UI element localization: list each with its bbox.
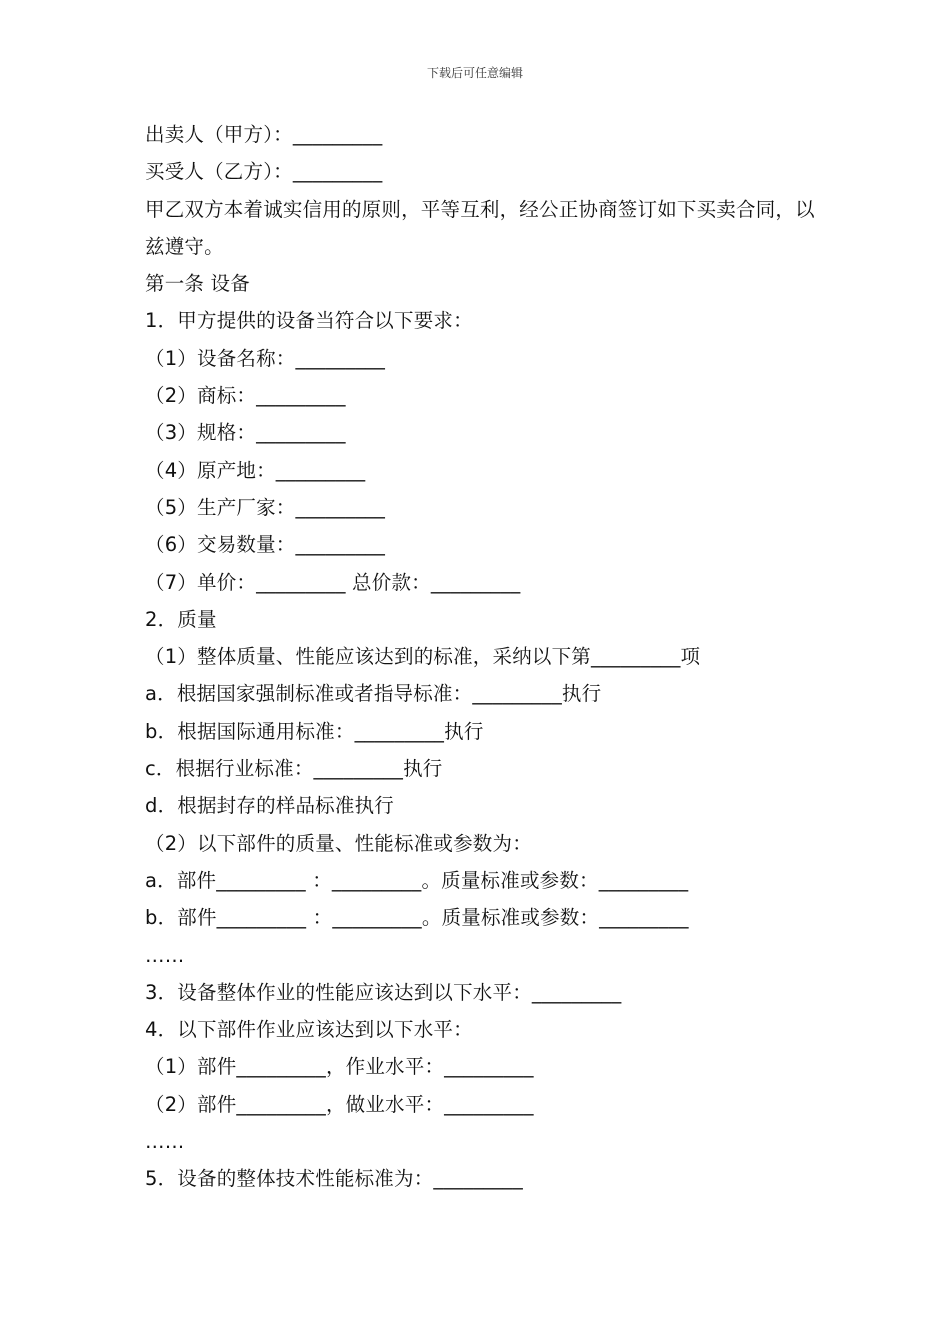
quality-option-a: a．根据国家强制标准或者指导标准：_________执行: [145, 682, 602, 706]
seller-line: 出卖人（甲方）：_________: [145, 123, 383, 146]
buyer-line: 买受人（乙方）：_________: [145, 160, 383, 184]
clause-5: 5．设备的整体技术性能标准为：_________: [145, 1167, 523, 1191]
clause-3: 3．设备整体作业的性能应该达到以下水平：_________: [145, 980, 622, 1004]
quality-option-b: b．根据国际通用标准：_________执行: [145, 719, 484, 743]
parts-item-a: a．部件_________ ：_________。质量标准或参数：_________: [145, 868, 689, 892]
quality-standard-line: （1）整体质量、性能应该达到的标准，采纳以下第_________项: [145, 645, 701, 669]
origin-line: （4）原产地：_________: [145, 458, 366, 482]
price-line: （7）单价：_________ 总价款：_________: [145, 570, 521, 594]
specification-line: （3）规格：_________: [145, 421, 346, 445]
clause-4: 4．以下部件作业应该达到以下水平：: [145, 1018, 473, 1042]
ellipsis-2: ……: [145, 1130, 185, 1154]
ellipsis-1: ……: [145, 943, 185, 967]
trademark-line: （2）商标：_________: [145, 384, 346, 408]
preamble-paragraph: 甲乙双方本着诚实信用的原则，平等互利，经公正协商签订如下买卖合同，以兹遵守。: [145, 197, 815, 258]
quantity-line: （6）交易数量：_________: [145, 533, 386, 557]
quality-option-c: c．根据行业标准：_________执行: [145, 757, 443, 781]
manufacturer-line: （5）生产厂家：_________: [145, 495, 386, 519]
parts-work-2: （2）部件_________，做业水平：_________: [145, 1092, 534, 1116]
parts-work-1: （1）部件_________，作业水平：_________: [145, 1055, 534, 1079]
article-one-heading: 第一条 设备: [145, 272, 250, 296]
equipment-name-line: （1）设备名称：_________: [145, 346, 386, 370]
parts-quality-line: （2）以下部件的质量、性能标准或参数为：: [145, 831, 532, 855]
clause-2-quality: 2．质量: [145, 607, 217, 631]
contract-body: [145, 116, 815, 1198]
clause-1: 1．甲方提供的设备当符合以下要求：: [145, 309, 473, 333]
page-header: 下载后可任意编辑: [426, 66, 523, 80]
quality-option-d: d．根据封存的样品标准执行: [145, 794, 394, 818]
parts-item-b: b．部件_________ ：_________。质量标准或参数：_________: [145, 906, 689, 930]
